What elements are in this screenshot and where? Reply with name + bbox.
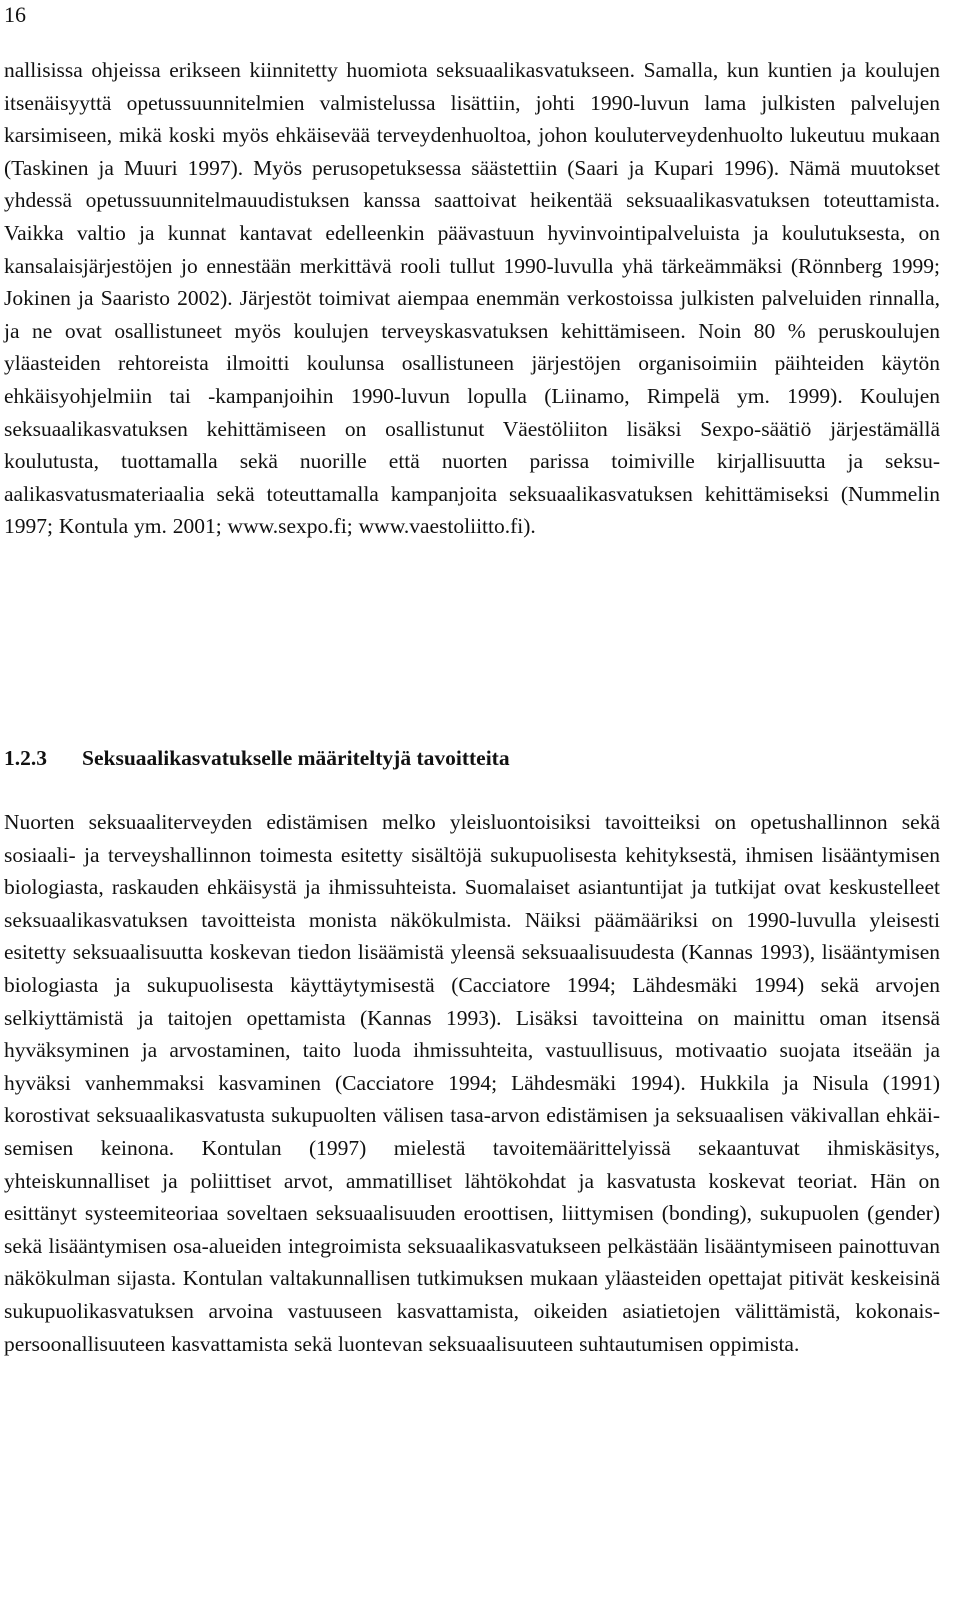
- page-number: 16: [4, 2, 26, 27]
- section-heading: [4, 742, 940, 774]
- section-title: Seksuaalikasvatukselle määriteltyjä tavoitteita: [82, 746, 510, 770]
- section-number: 1.2.3: [4, 746, 47, 770]
- body-paragraph-2: Nuorten seksuaaliterveyden edistämisen melko yleisluontoisiksi tavoitteiksi on opetushallinnon sekä sosiaali- ja terveyshallinnon toimesta esitetty sisältöjä sukupuolisesta kehityksestä, ihmisen lisääntymisen biologiasta, raskauden ehkäisystä ja ihmissuhteista. Suomalaiset asiantuntijat ja tutkijat ovat keskustelleet seksuaalikasvatuksen tavoitteista monista näkökulmista. Näiksi päämääriksi on 1990-luvulla yleisesti esitetty seksuaalisuutta koskevan tiedon lisäämistä yleensä seksuaalisuudesta (Kannas 1993), lisääntymisen biologiasta ja sukupuolisesta käyttäytymisestä (Cacciatore 1994; Lähdesmäki 1994) sekä arvojen selkiyttämistä ja taitojen opettamista (Kannas 1993). Lisäksi tavoitteina on mainittu oman itsensä hyväksyminen ja arvostaminen, taito luoda ihmissuhteita, vastuullisuus, motivaatio suojata itseään ja hyväksi vanhemmaksi kasvaminen (Cacciatore 1994; Lähdesmäki 1994). Hukkila ja Nisula (1991) korostivat seksuaalikasvatusta sukupuolten välisen tasa-arvon edistämisen ja seksuaalisen väkivallan ehkäisemisen keinona. Kontulan (1997) mielestä tavoitemäärittelyissä sekaantuvat ihmiskäsitys, yhteiskunnalliset ja poliittiset arvot, ammatilliset lähtökohdat ja kasvatusta koskevat teoriat. Hän on esittänyt systeemiteoriaa soveltaen seksuaalisuuden eroottisen, liittymisen (bonding), sukupuolen (gender) sekä lisääntymisen osa-alueiden integroimista seksuaalikasvatukseen pelkästään lisääntymiseen painottuvan näkökulman sijasta. Kontulan valtakunnallisen tutkimuksen mukaan yläasteiden opettajat pitivät keskeisinä sukupuolikasvatuksen arvoina vastuuseen kasvattamista, oikeiden asiatietojen välittämistä, kokonaispersoonallisuuteen kasvattamista sekä luontevan seksuaalisuuteen suhtautumisen oppimista.: [4, 810, 940, 1356]
- body-paragraph-1: nallisissa ohjeissa erikseen kiinnitetty huomiota seksuaalikasvatukseen. Samalla, kun kuntien ja koulujen itsenäisyyttä opetussuunnitelmien valmistelussa lisättiin, johti 1990-luvun lama julkisten palvelujen karsimiseen, mikä koski myös ehkäisevää terveydenhuoltoa, johon kouluterveydenhuolto lukeutuu mukaan (Taskinen ja Muuri 1997). Myös perusopetuksessa säästettiin (Saari ja Kupari 1996). Nämä muutokset yhdessä opetussuunnitelmauudistuksen kanssa saattoivat heikentää seksuaalikasvatuksen toteuttamista. Vaikka valtio ja kunnat kantavat edelleenkin päävastuun hyvinvointipalveluista ja koulutuksesta, on kansalaisjärjestöjen jo ennestään merkittävä rooli tullut 1990-luvulla yhä tärkeämmäksi (Rönnberg 1999; Jokinen ja Saaristo 2002). Järjestöt toimivat aiempaa enemmän verkostoissa julkisten palveluiden rinnalla, ja ne ovat osallistuneet myös koulujen terveyskasvatuksen kehittämiseen. Noin 80 % peruskoulujen yläasteiden rehtoreista ilmoitti koulunsa osallistuneen järjestöjen organisoimiin päihteiden käytön ehkäisyohjelmiin tai -kampanjoihin 1990-luvun lopulla (Liinamo, Rimpelä ym. 1999). Koulujen seksuaalikasvatuksen kehittämiseen on osallistunut Väestöliiton lisäksi Sexpo-säätiö järjestämällä koulutusta, tuottamalla sekä nuorille että nuorten parissa toimiville kirjallisuutta ja seksuaalikasvatusmateriaalia sekä toteuttamalla kampanjoita seksuaalikasvatuksen kehittämiseksi (Nummelin 1997; Kontula ym. 2001; www.sexpo.fi; www.vaestoliitto.fi).: [4, 58, 940, 539]
